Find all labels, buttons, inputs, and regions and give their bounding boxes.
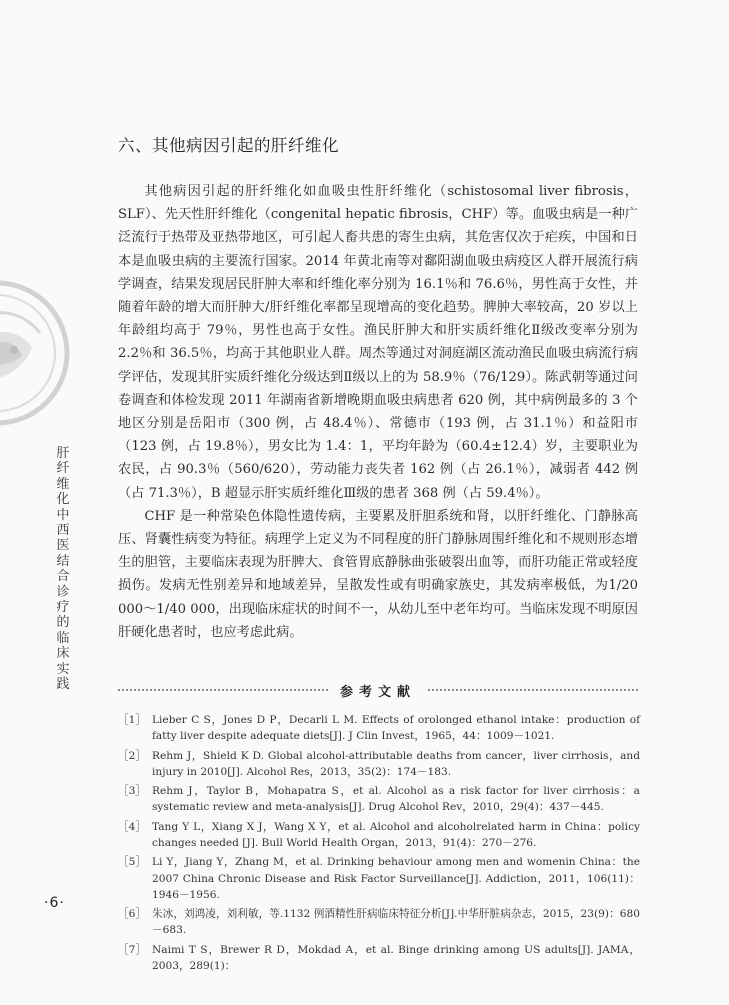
dotted-divider	[118, 689, 328, 691]
reference-number: ［6］	[118, 908, 146, 921]
side-running-title: 肝纤维化中西医结合诊疗的临床实践	[56, 446, 70, 693]
reference-item	[118, 942, 640, 974]
reference-item	[118, 819, 640, 851]
reference-list	[118, 712, 640, 977]
reference-number: ［2］	[118, 749, 146, 762]
paragraph: CHF 是一种常染色体隐性遗传病，主要累及肝胆系统和肾，以肝纤维化、门静脉高压、肾囊性病变为特征。病理学上定义为不同程度的肝门静脉周围纤维化和不规则形态增生的胆管，主要临床表现为肝脾大、食管胃底静脉曲张破裂出血等，而肝功能正常或轻度损伤。发病无性别差异和地域差异，呈散发性或有明确家族史，其发病率极低，为1/20 000～1/40 000，出现临床症状的时间不一，从幼儿至中老年均可。当临床发现不明原因肝硬化患者时，也应考虑此病。	[118, 508, 638, 640]
reference-text: Rehm J，Taylor B，Mohapatra S，et al. Alcohol as a risk factor for liver cirrhosis：a systematic review and meta-analysis[J]. Drug Alcohol Rev，2010，29(4)：437－445.	[152, 785, 640, 814]
paragraph: 其他病因引起的肝纤维化如血吸虫性肝纤维化（schistosomal liver fibrosis，SLF）、先天性肝纤维化（congenital hepatic fibrosis，CHF）等。血吸虫病是一种广泛流行于热带及亚热带地区，可引起人畜共患的寄生虫病，其危害仅次于疟疾，中国和日本是血吸虫病的主要流行国家。2014 年黄北南等对鄱阳湖血吸虫病疫区人群开展流行病学调查，结果发现居民肝肿大率和纤维化率分别为 16.1％和 76.6％，男性高于女性，并随着年龄的增大而肝肿大/肝纤维化率都呈现增高的变化趋势。脾肿大率较高，20 岁以上年龄组均高于 79％，男性也高于女性。渔民肝肿大和肝实质纤维化Ⅱ级改变率分别为 2.2％和 36.5％，均高于其他职业人群。周杰等通过对洞庭湖区流动渔民血吸虫病流行病学评估，发现其肝实质纤维化分级达到Ⅱ级以上的为 58.9％（76/129）。陈武朝等通过问卷调查和体检发现 2011 年湖南省新增晚期血吸虫病患者 620 例，其中病例最多的 3 个地区分别是岳阳市（300 例，占 48.4％）、常德市（193 例，占 31.1％）和益阳市（123 例，占 19.8％），男女比为 1.4：1，平均年龄为（60.4±12.4）岁，主要职业为农民，占 90.3％（560/620），劳动能力丧失者 162 例（占 26.1％），减弱者 442 例（占 71.3％），B 超显示肝实质纤维化Ⅲ级的患者 368 例（占 59.4％）。	[118, 184, 638, 501]
dotted-divider	[428, 689, 638, 691]
reference-number: ［3］	[118, 785, 146, 798]
reference-number: ［7］	[118, 943, 146, 956]
reference-item	[118, 906, 640, 938]
reference-number: ［4］	[118, 820, 146, 833]
decorative-seal-emblem	[0, 278, 72, 428]
reference-item	[118, 854, 640, 903]
reference-text: Tang Y L，Xiang X J，Wang X Y，et al. Alcohol and alcoholrelated harm in China：policy changes needed [J]. Bull World Health Organ，2013，91(4)：270－276.	[152, 820, 640, 849]
section-heading: 六、其他病因引起的肝纤维化	[118, 136, 339, 155]
body-text	[118, 180, 638, 644]
reference-item	[118, 748, 640, 780]
reference-item	[118, 783, 640, 815]
reference-text: Rehm J，Shield K D. Global alcohol-attributable deaths from cancer，liver cirrhosis，and injury in 2010[J]. Alcohol Res，2013，35(2)：174－183.	[152, 749, 640, 778]
reference-text: Li Y，Jiang Y，Zhang M，et al. Drinking behaviour among men and womenin China：the 2007 China Chronic Disease and Risk Factor Surveillance[J]. Addiction，2011，106(11)：1946－1956.	[152, 856, 640, 901]
references-title: 参考文献	[340, 684, 417, 700]
reference-text: 朱冰，刘鸿凌，刘利敏，等.1132 例酒精性肝病临床特征分析[J].中华肝脏病杂志，2015，23(9)：680－683.	[152, 908, 640, 937]
reference-item	[118, 712, 640, 744]
references-header	[118, 680, 638, 700]
page-number: ·6·	[44, 895, 65, 911]
reference-text: Naimi T S，Brewer R D，Mokdad A，et al. Binge drinking among US adults[J]. JAMA，2003，289(1)：	[152, 943, 640, 972]
reference-text: Lieber C S，Jones D P，Decarli L M. Effects of orolonged ethanol intake：production of fatty liver despite adequate diets[J]. J Clin Invest，1965，44：1009－1021.	[152, 714, 640, 743]
reference-number: ［5］	[118, 856, 146, 869]
reference-number: ［1］	[118, 714, 146, 726]
